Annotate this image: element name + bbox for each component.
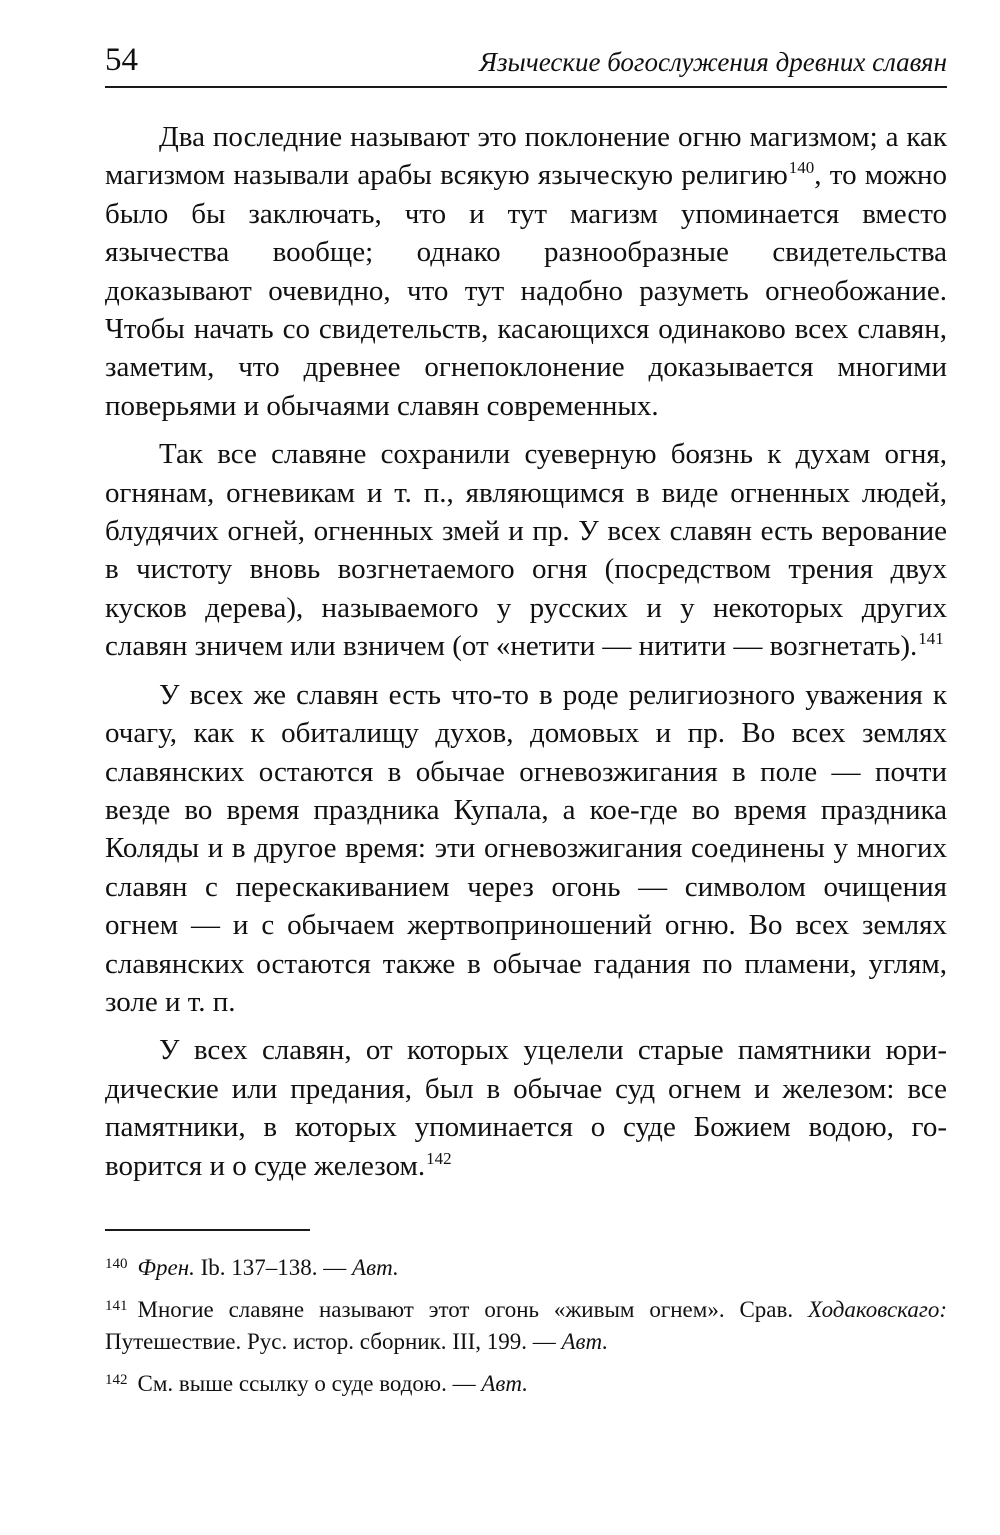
paragraph-1 [105,118,947,425]
paragraph-1-text-b: , то можно было бы заключать, что и тут магизм упоминается вместо язычества вообще; однако разнообразные свидетельства доказывают очевидно, что тут надобно разуметь огнеобожание. Чтобы начать со свидетельств, касающихся одинаково всех славян, заметим, что древнее огнепоклонение доказывается многими поверьями и обычаями славян современных. [105,159,947,422]
paragraph-2 [105,435,947,665]
page-number: 54 [105,42,138,78]
footnote-number: 142 [105,1372,128,1388]
footnote-source: Ходаковскаго: [807,1297,947,1322]
footnote-separator [105,1229,310,1231]
footnote-text: Ib. 137–138. — [194,1255,353,1280]
footnote-author: Авт. [481,1371,529,1396]
main-text [105,118,947,1195]
paragraph-2-text: Так все славяне сохранили суеверную боязнь к духам огня, огнянам, огневикам и т. п., являющимся в виде огненных людей, блудячих огней, огненных змей и пр. У всех славян есть верование в чистоту вновь возгнетаемого огня (посредством трения двух кусков дерева), называемого у русских и у некоторых других славян зничем или взничем (от «нетити — нитити — возгнетать). [105,438,947,663]
footnote-source: Френ. [137,1255,195,1280]
footnote-number: 141 [105,1298,128,1314]
footnotes [105,1252,947,1410]
footnote-140 [105,1252,947,1284]
footnote-author: Авт. [561,1329,609,1354]
footnote-text: Многие славяне называют этот огонь «живым огнем». Срав. [137,1297,808,1322]
paragraph-1-text-a: Два последние называют это поклонение огню магизмом; а как магизмом называли арабы всякую языческую религию [105,121,947,192]
footnote-author: Авт. [352,1255,399,1280]
footnote-ref-140[interactable]: 140 [788,158,815,178]
paragraph-4-text: У всех славян, от которых уцелели старые памятники юридические или предания, был в обычае суд огнем и железом: все памятники, в которых упоминается о суде Божием водою, говорится и о суде железом. [105,1034,947,1182]
paragraph-4 [105,1031,947,1185]
paragraph-3-text: У всех же славян есть что-то в роде религиозного уважения к очагу, как к обиталищу духов, домовых и пр. Во всех землях славянских остаются в обычае огневозжигания в поле — почти везде во время праздника Купала, а кое-где во время праздника Коляды и в другое время: эти огневозжигания соединены у многих славян с перескакиванием через огонь — символом очищения огнем — и с обычаем жертвоприношений огню. Во всех землях славянских остаются также в обычае гадания по пламени, углям, золе и т. п. [105,678,947,1018]
footnote-text: См. выше ссылку о суде водою. — [137,1371,482,1396]
footnote-ref-141[interactable]: 141 [918,629,944,649]
page-header [105,38,947,88]
footnote-number: 140 [105,1256,128,1272]
footnote-142 [105,1368,947,1400]
footnote-141 [105,1294,947,1358]
footnote-ref-142[interactable]: 142 [426,1148,452,1168]
paragraph-3 [105,676,947,1022]
footnote-text-continued: Путешествие. Рус. истор. сборник. III, 199. — [105,1329,562,1354]
running-title: Языческие богослужения древних славян [479,47,947,77]
